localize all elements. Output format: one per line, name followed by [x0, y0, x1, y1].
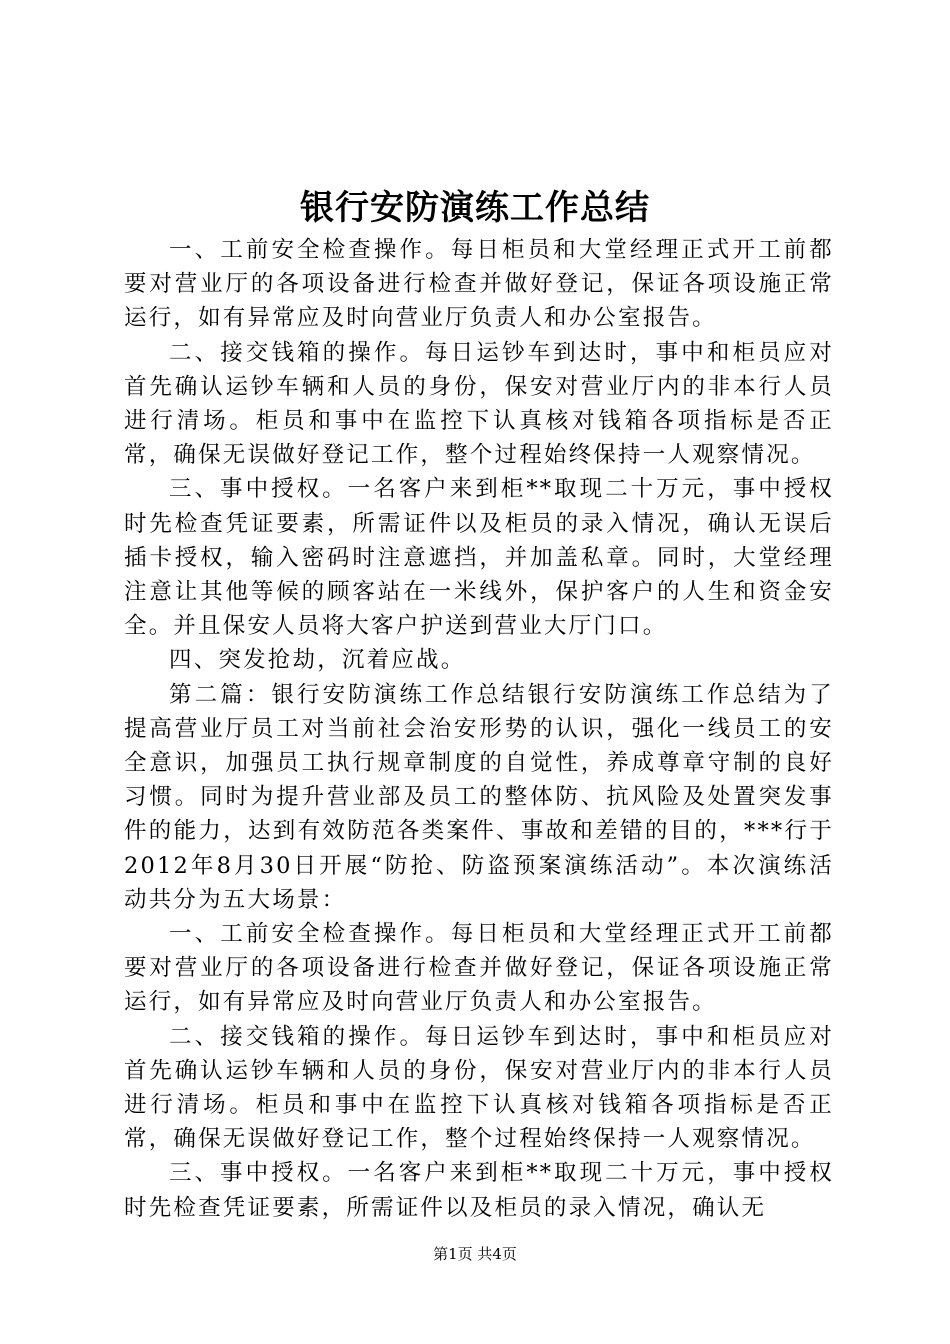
- page-number-footer: 第1页 共4页: [433, 1245, 517, 1263]
- document-body: [124, 233, 834, 1225]
- document-title: 银行安防演练工作总结: [300, 188, 650, 228]
- paragraph: 三、事中授权。一名客户来到柜**取现二十万元，事中授权时先检查凭证要素，所需证件以及柜员的录入情况，确认无误后插卡授权，输入密码时注意遮挡，并加盖私章。同时，大堂经理注意让其他等候的顾客站在一米线外，保护客户的人生和资金安全。并且保安人员将大客户护送到营业大厅门口。: [124, 476, 834, 640]
- paragraph: 第二篇：银行安防演练工作总结银行安防演练工作总结为了提高营业厅员工对当前社会治安形势的认识，强化一线员工的安全意识，加强员工执行规章制度的自觉性，养成尊章守制的良好习惯。同时为提升营业部及员工的整体防、抗风险及处置突发事件的能力，达到有效防范各类案件、事故和差错的目的，***行于2012年8月30日开展“防抢、防盗预案演练活动”。本次演练活动共分为五大场景：: [124, 681, 834, 913]
- paragraph: 二、接交钱箱的操作。每日运钞车到达时，事中和柜员应对首先确认运钞车辆和人员的身份，保安对营业厅内的非本行人员进行清场。柜员和事中在监控下认真核对钱箱各项指标是否正常，确保无误做好登记工作，整个过程始终保持一人观察情况。: [124, 339, 834, 469]
- paragraph: 二、接交钱箱的操作。每日运钞车到达时，事中和柜员应对首先确认运钞车辆和人员的身份，保安对营业厅内的非本行人员进行清场。柜员和事中在监控下认真核对钱箱各项指标是否正常，确保无误做好登记工作，整个过程始终保持一人观察情况。: [124, 1023, 834, 1153]
- paragraph: 四、突发抢劫，沉着应战。: [169, 647, 466, 674]
- paragraph: 三、事中授权。一名客户来到柜**取现二十万元，事中授权时先检查凭证要素，所需证件以及柜员的录入情况，确认无: [124, 1160, 834, 1221]
- paragraph: 一、工前安全检查操作。每日柜员和大堂经理正式开工前都要对营业厅的各项设备进行检查并做好登记，保证各项设施正常运行，如有异常应及时向营业厅负责人和办公室报告。: [124, 921, 834, 1016]
- paragraph: 一、工前安全检查操作。每日柜员和大堂经理正式开工前都要对营业厅的各项设备进行检查并做好登记，保证各项设施正常运行，如有异常应及时向营业厅负责人和办公室报告。: [124, 237, 834, 332]
